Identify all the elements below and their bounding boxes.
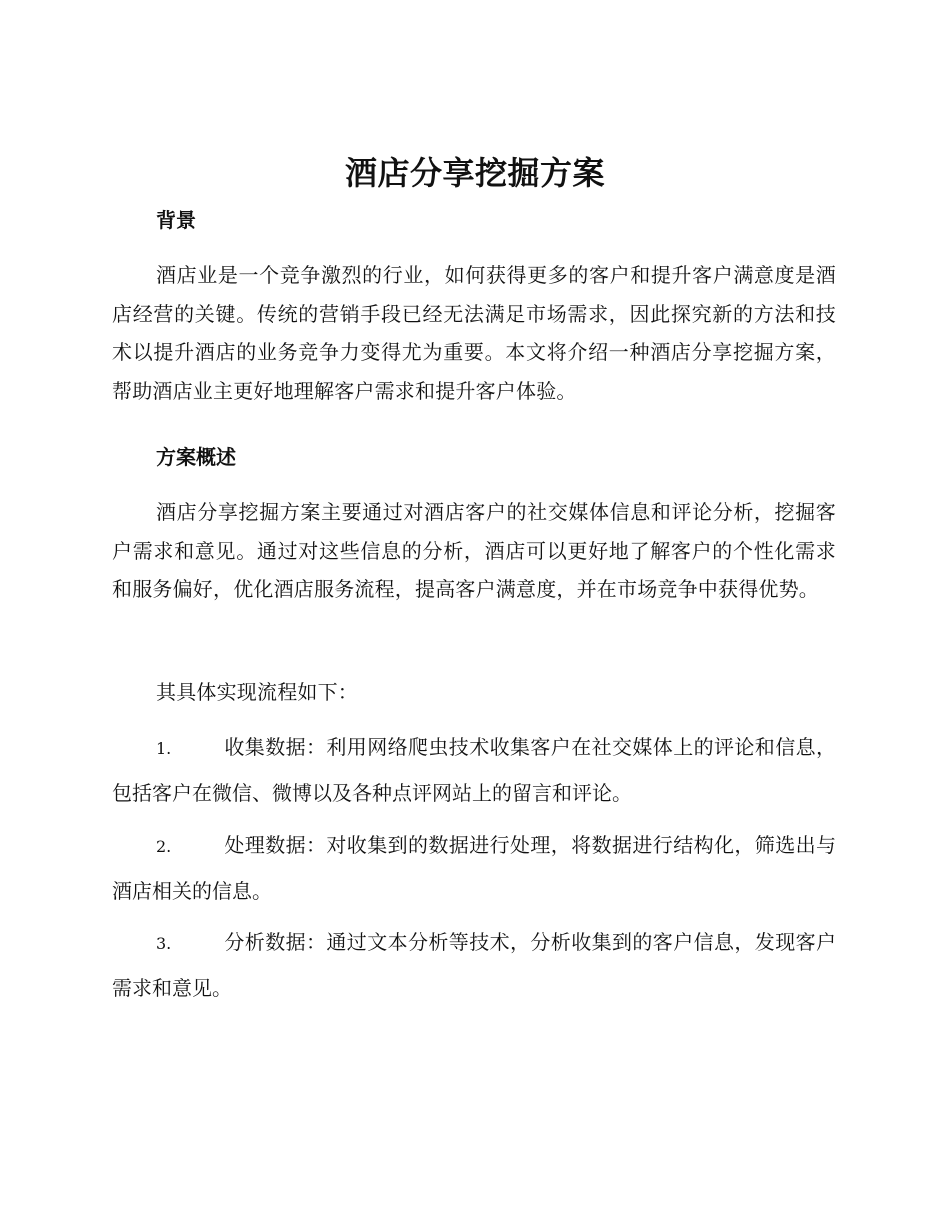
list-item-text: 分析数据：通过文本分析等技术，分析收集到的客户信息，发现客户需求和意见。 xyxy=(112,930,836,1000)
list-item-text: 收集数据：利用网络爬虫技术收集客户在社交媒体上的评论和信息，包括客户在微信、微博以及各种点评网站上的留言和评论。 xyxy=(112,735,836,805)
overview-paragraph: 酒店分享挖掘方案主要通过对酒店客户的社交媒体信息和评论分析，挖掘客户需求和意见。通过对这些信息的分析，酒店可以更好地了解客户的个性化需求和服务偏好，优化酒店服务流程，提高客户满意度，并在市场竞争中获得优势。 xyxy=(112,500,836,601)
background-paragraph: 酒店业是一个竞争激烈的行业，如何获得更多的客户和提升客户满意度是酒店经营的关键。传统的营销手段已经无法满足市场需求，因此探究新的方法和技术以提升酒店的业务竞争力变得尤为重要。本文将介绍一种酒店分享挖掘方案，帮助酒店业主更好地理解客户需求和提升客户体验。 xyxy=(112,263,836,403)
section-heading-background: 背景 xyxy=(156,208,196,232)
list-item-number: 1. xyxy=(156,739,172,758)
process-intro-paragraph: 其具体实现流程如下： xyxy=(156,680,358,704)
list-item-number: 2. xyxy=(156,837,172,856)
list-item xyxy=(112,920,836,1010)
list-item xyxy=(112,823,836,913)
list-item-number: 3. xyxy=(156,934,172,953)
section-heading-overview: 方案概述 xyxy=(156,445,236,469)
document-title: 酒店分享挖掘方案 xyxy=(344,154,605,192)
list-item-text: 处理数据：对收集到的数据进行处理，将数据进行结构化，筛选出与酒店相关的信息。 xyxy=(112,833,836,903)
list-item xyxy=(112,725,836,815)
